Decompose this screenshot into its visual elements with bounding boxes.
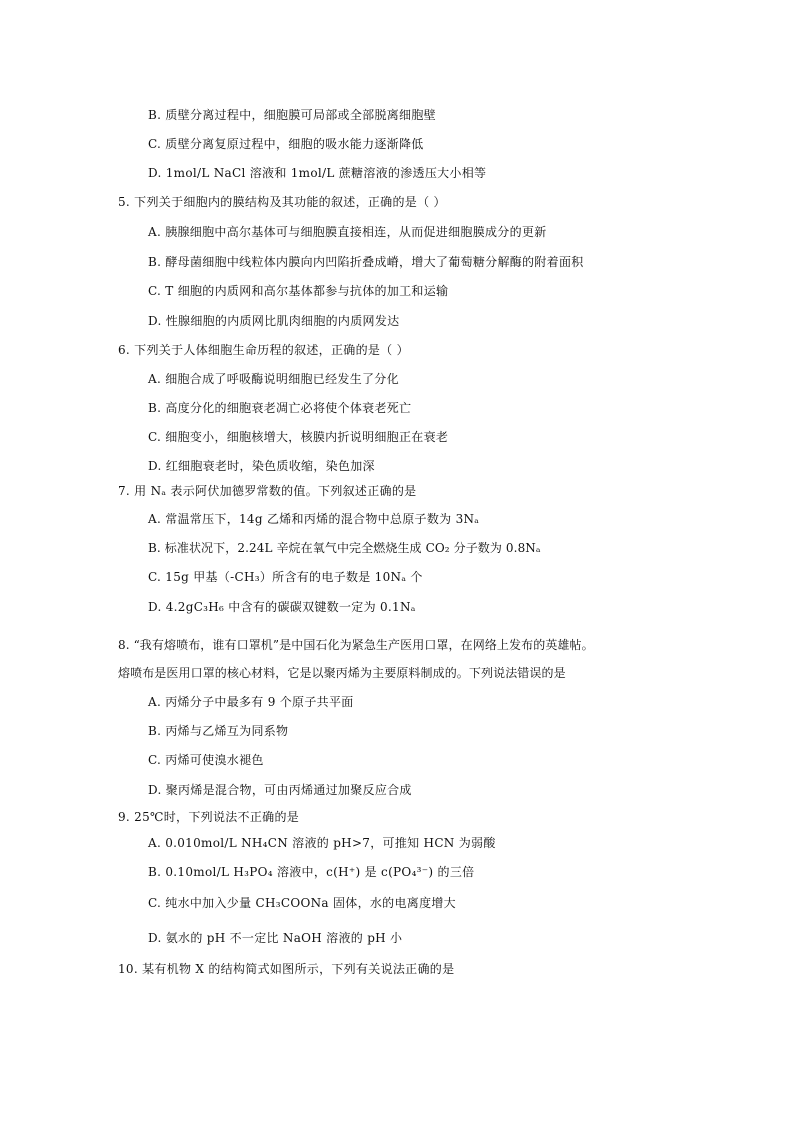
question-5: 5. 下列关于细胞内的膜结构及其功能的叙述，正确的是（ ）: [118, 195, 446, 209]
q6-option-a: A. 细胞合成了呼吸酶说明细胞已经发生了分化: [148, 372, 399, 386]
q7-option-b: B. 标准状况下，2.24L 辛烷在氧气中完全燃烧生成 CO₂ 分子数为 0.8Nₐ: [148, 541, 541, 555]
q9-option-d: D. 氨水的 pH 不一定比 NaOH 溶液的 pH 小: [148, 931, 403, 945]
q9-option-b: B. 0.10mol/L H₃PO₄ 溶液中，c(H⁺) 是 c(PO₄³⁻) 的三倍: [148, 865, 475, 879]
q6-option-c: C. 细胞变小，细胞核增大，核膜内折说明细胞正在衰老: [148, 430, 449, 444]
q9-option-c: C. 纯水中加入少量 CH₃COONa 固体，水的电离度增大: [148, 896, 456, 910]
q8-option-b: B. 丙烯与乙烯互为同系物: [148, 724, 289, 738]
q5-option-a: A. 胰腺细胞中高尔基体可与细胞膜直接相连，从而促进细胞膜成分的更新: [148, 225, 547, 239]
q5-option-b: B. 酵母菌细胞中线粒体内膜向内凹陷折叠成嵴，增大了葡萄糖分解酶的附着面积: [148, 255, 584, 269]
q5-option-c: C. T 细胞的内质网和高尔基体都参与抗体的加工和运输: [148, 284, 449, 298]
q4-option-b: B. 质壁分离过程中，细胞膜可局部或全部脱离细胞壁: [148, 108, 436, 122]
q6-option-b: B. 高度分化的细胞衰老凋亡必将使个体衰老死亡: [148, 401, 412, 415]
q6-option-d: D. 红细胞衰老时，染色质收缩，染色加深: [148, 459, 375, 473]
question-6: 6. 下列关于人体细胞生命历程的叙述，正确的是（ ）: [118, 343, 409, 357]
question-9: 9. 25℃时，下列说法不正确的是: [118, 810, 300, 824]
q7-option-a: A. 常温常压下，14g 乙烯和丙烯的混合物中总原子数为 3Nₐ: [148, 512, 480, 526]
question-10: 10. 某有机物 X 的结构简式如图所示，下列有关说法正确的是: [118, 962, 455, 976]
q7-option-c: C. 15g 甲基（-CH₃）所含有的电子数是 10Nₐ 个: [148, 570, 423, 584]
q8-option-a: A. 丙烯分子中最多有 9 个原子共平面: [148, 695, 354, 709]
q5-option-d: D. 性腺细胞的内质网比肌肉细胞的内质网发达: [148, 314, 400, 328]
q7-option-d: D. 4.2gC₃H₆ 中含有的碳碳双键数一定为 0.1Nₐ: [148, 600, 416, 614]
q4-option-c: C. 质壁分离复原过程中，细胞的吸水能力逐渐降低: [148, 137, 424, 151]
question-8: 8. “我有熔喷布，谁有口罩机”是中国石化为紧急生产医用口罩，在网络上发布的英雄帖。: [118, 638, 594, 652]
q8-option-c: C. 丙烯可使溴水褪色: [148, 753, 264, 767]
question-8-continued: 熔喷布是医用口罩的核心材料，它是以聚丙烯为主要原料制成的。下列说法错误的是: [118, 666, 566, 680]
q8-option-d: D. 聚丙烯是混合物，可由丙烯通过加聚反应合成: [148, 783, 412, 797]
q9-option-a: A. 0.010mol/L NH₄CN 溶液的 pH>7，可推知 HCN 为弱酸: [148, 836, 496, 850]
question-7: 7. 用 Nₐ 表示阿伏加德罗常数的值。下列叙述正确的是: [118, 484, 417, 498]
q4-option-d: D. 1mol/L NaCl 溶液和 1mol/L 蔗糖溶液的渗透压大小相等: [148, 166, 487, 180]
